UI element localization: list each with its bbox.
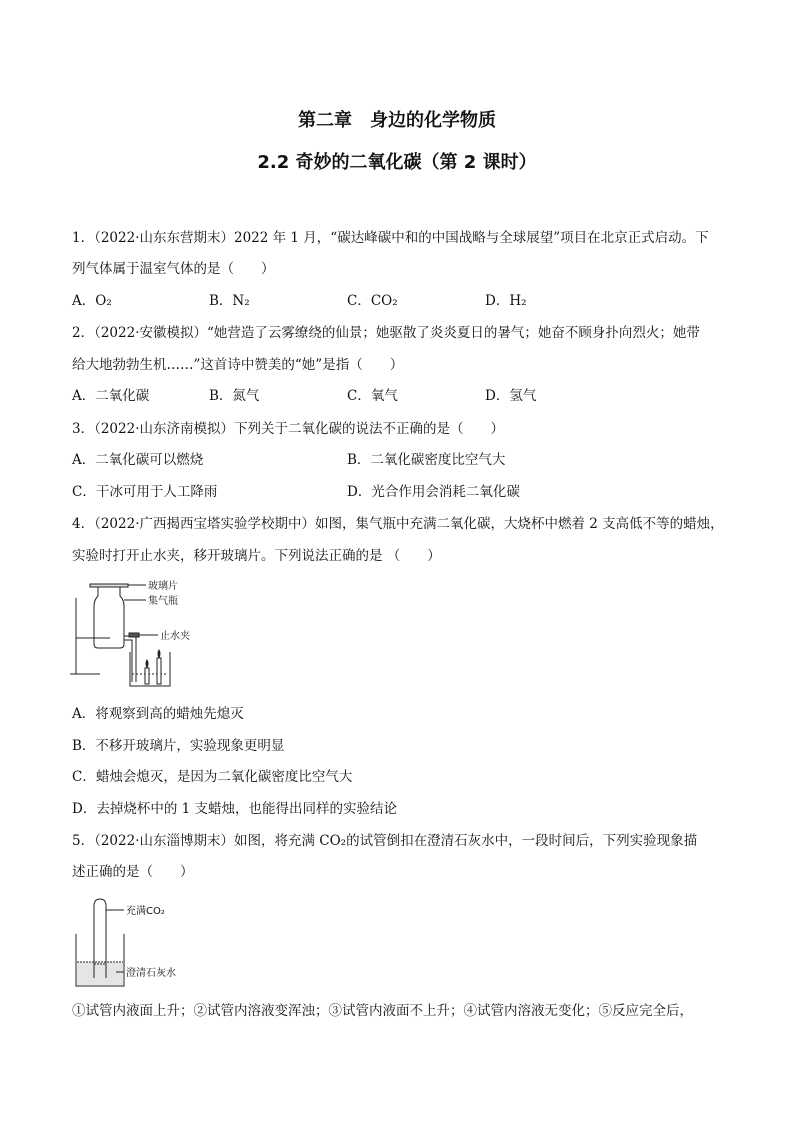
- q4-apparatus-figure: [70, 578, 200, 692]
- q1-option-a: A．O₂: [72, 293, 112, 309]
- q4-option-d: D．去掉烧杯中的 1 支蜡烛，也能得出同样的实验结论: [72, 801, 397, 817]
- q1-option-d: D．H₂: [485, 293, 527, 309]
- q1-stem-line2: 列气体属于温室气体的是（ ）: [72, 261, 275, 277]
- q3-option-d: D．光合作用会消耗二氧化碳: [347, 484, 520, 500]
- lesson-title: 2.2 奇妙的二氧化碳（第 2 课时）: [257, 152, 537, 173]
- q3-option-c: C．干冰可用于人工降雨: [72, 484, 218, 500]
- label-filled-co2: 充满CO₂: [126, 906, 165, 917]
- q4-option-b: B．不移开玻璃片，实验现象更明显: [72, 738, 285, 754]
- label-water-clamp: 止水夹: [160, 631, 190, 642]
- q2-option-d: D．氢气: [485, 388, 537, 404]
- chapter-title: 第二章 身边的化学物质: [298, 110, 496, 131]
- q1-stem-line1: 1．（2022·山东东营期末）2022 年 1 月，“碳达峰碳中和的中国战略与全球展望”项目在北京正式启动。下: [72, 230, 709, 246]
- q2-stem-line2: 给大地勃勃生机……”这首诗中赞美的“她”是指（ ）: [72, 357, 404, 373]
- label-limewater: 澄清石灰水: [126, 968, 176, 979]
- q4-option-a: A．将观察到高的蜡烛先熄灭: [72, 706, 244, 722]
- q3-stem: 3．（2022·山东济南模拟）下列关于二氧化碳的说法不正确的是（ ）: [72, 421, 504, 437]
- q2-stem-line1: 2．（2022·安徽模拟）“她营造了云雾缭绕的仙景；她驱散了炎炎夏日的暑气；她奋不顾身扑向烈火；她带: [72, 325, 700, 341]
- q2-option-a: A．二氧化碳: [72, 388, 150, 404]
- q4-stem-line1: 4．（2022·广西揭西宝塔实验学校期中）如图，集气瓶中充满二氧化碳，大烧杯中燃着 2 支高低不等的蜡烛，: [72, 516, 724, 532]
- q1-option-c: C．CO₂: [347, 293, 398, 309]
- q1-option-b: B．N₂: [209, 293, 250, 309]
- q2-option-b: B．氮气: [209, 388, 260, 404]
- q4-option-c: C．蜡烛会熄灭，是因为二氧化碳密度比空气大: [72, 769, 353, 785]
- label-gas-jar: 集气瓶: [148, 596, 178, 607]
- q2-option-c: C．氧气: [347, 388, 398, 404]
- q5-statements-line: ①试管内液面上升；②试管内溶液变浑浊；③试管内液面不上升；④试管内溶液无变化；⑤反应完全后，: [72, 1003, 693, 1019]
- q4-stem-line2: 实验时打开止水夹，移开玻璃片。下列说法正确的是 （ ）: [72, 548, 441, 564]
- inverted-tube-drawing: [72, 894, 202, 990]
- candle-co2-apparatus-drawing: [70, 578, 200, 692]
- q5-stem-line2: 述正确的是（ ）: [72, 864, 194, 880]
- label-glass-plate: 玻璃片: [148, 581, 178, 592]
- q3-option-a: A．二氧化碳可以燃烧: [72, 452, 204, 468]
- q5-stem-line1: 5．（2022·山东淄博期末）如图，将充满 CO₂的试管倒扣在澄清石灰水中，一段时间后，下列实验现象描: [72, 833, 698, 849]
- q5-apparatus-figure: [72, 894, 202, 990]
- q3-option-b: B．二氧化碳密度比空气大: [347, 452, 506, 468]
